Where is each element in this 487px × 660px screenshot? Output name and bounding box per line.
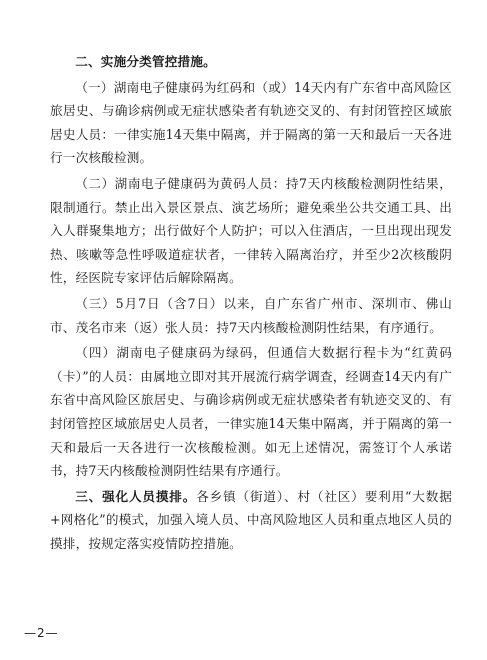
section-2-heading-text: 二、实施分类管控措施。	[75, 54, 216, 69]
paragraph-guangdong-arrivals: （三）5月7日（含7日）以来，自广东省广州市、深圳市、佛山市、茂名市来（返）张人员：持7天内核酸检测阴性结果，有序通行。	[50, 295, 452, 335]
paragraph-red-code: （一）湖南电子健康码为红码和（或）14天内有广东省中高风险区旅居史、与确诊病例或无症状感染者有轨迹交叉的、有封闭管控区域旅居史人员：一律实施14天集中隔离，并于隔离的第一天和最后一天各进行一次核酸检测。	[50, 79, 452, 166]
paragraph-green-code: （四）湖南电子健康码为绿码，但通信大数据行程卡为“红黄码（卡）”的人员：由属地立即对其开展流行病学调查，经调查14天内有广东省中高风险区旅居史、与确诊病例或无症状感染者有轨迹交叉的、有封闭管控区域旅居史人员者，一律实施14天集中隔离，并于隔离的第一天和最后一天各进行一次核酸检测。如无上述情况，需签订个人承诺书，持7天内核酸检测阴性结果有序通行。	[50, 345, 452, 479]
page-number: —2—	[24, 626, 59, 640]
section-2-heading	[50, 50, 452, 74]
document-body	[50, 50, 452, 557]
section-3-paragraph	[50, 485, 452, 556]
section-3-body: 各乡镇（街道）、村（社区）要利用“大数据+网格化”的模式，加强入境人员、中高风险地区人员和重点地区人员的摸排，按规定落实疫情防控措施。	[50, 488, 452, 551]
section-3-heading: 三、强化人员摸排。	[75, 488, 197, 504]
paragraph-yellow-code: （二）湖南电子健康码为黄码人员：持7天内核酸检测阴性结果，限制通行。禁止出入景区景点、演艺场所；避免乘坐公共交通工具、出入人群聚集地方；出行做好个人防护；可以入住酒店，一旦出现出现发热、咳嗽等急性呼吸道症状者，一律转入隔离治疗，并至少2次核酸阴性，经医院专家评估后解除隔离。	[50, 175, 452, 286]
